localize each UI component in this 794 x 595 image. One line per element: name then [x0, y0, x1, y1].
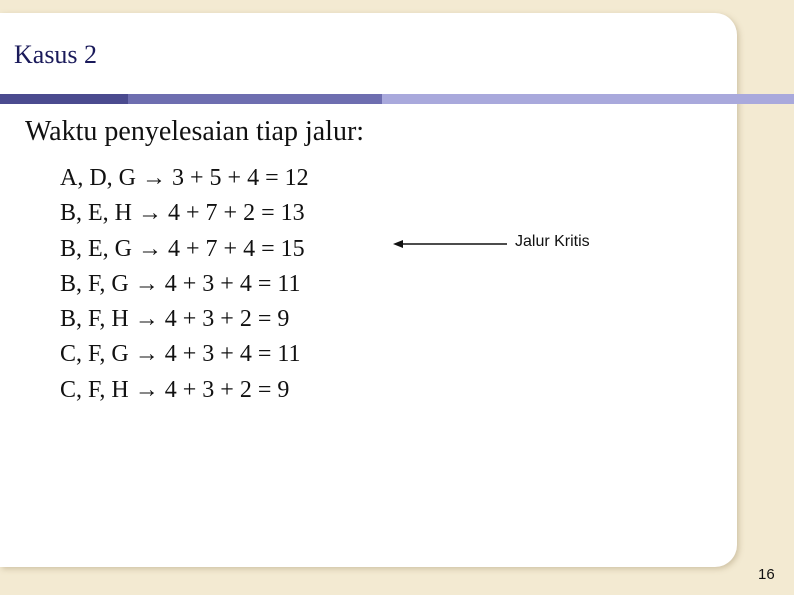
- critical-path-arrow-icon: [393, 238, 507, 250]
- path-list: [60, 161, 309, 408]
- path-line-cfg: C, F, G → 4 + 3 + 4 = 11: [60, 341, 301, 368]
- path-line-beh: B, E, H → 4 + 7 + 2 = 13: [60, 200, 305, 227]
- title-divider-bar: [0, 94, 794, 104]
- path-line-beg: B, E, G → 4 + 7 + 4 = 15: [60, 235, 305, 262]
- divider-segment-light: [382, 94, 794, 104]
- slide-title: Kasus 2: [14, 40, 98, 69]
- path-line-cfh: C, F, H → 4 + 3 + 2 = 9: [60, 376, 290, 403]
- page-number: 16: [758, 566, 775, 583]
- slide-heading: Waktu penyelesaian tiap jalur:: [25, 116, 365, 147]
- path-line-bfg: B, F, G → 4 + 3 + 4 = 11: [60, 270, 301, 297]
- path-line-adg: A, D, G → 3 + 5 + 4 = 12: [60, 165, 309, 191]
- critical-path-label: Jalur Kritis: [515, 233, 590, 250]
- path-line-bfh: B, F, H → 4 + 3 + 2 = 9: [60, 306, 290, 333]
- divider-segment-mid: [128, 94, 382, 104]
- divider-segment-dark: [0, 94, 128, 104]
